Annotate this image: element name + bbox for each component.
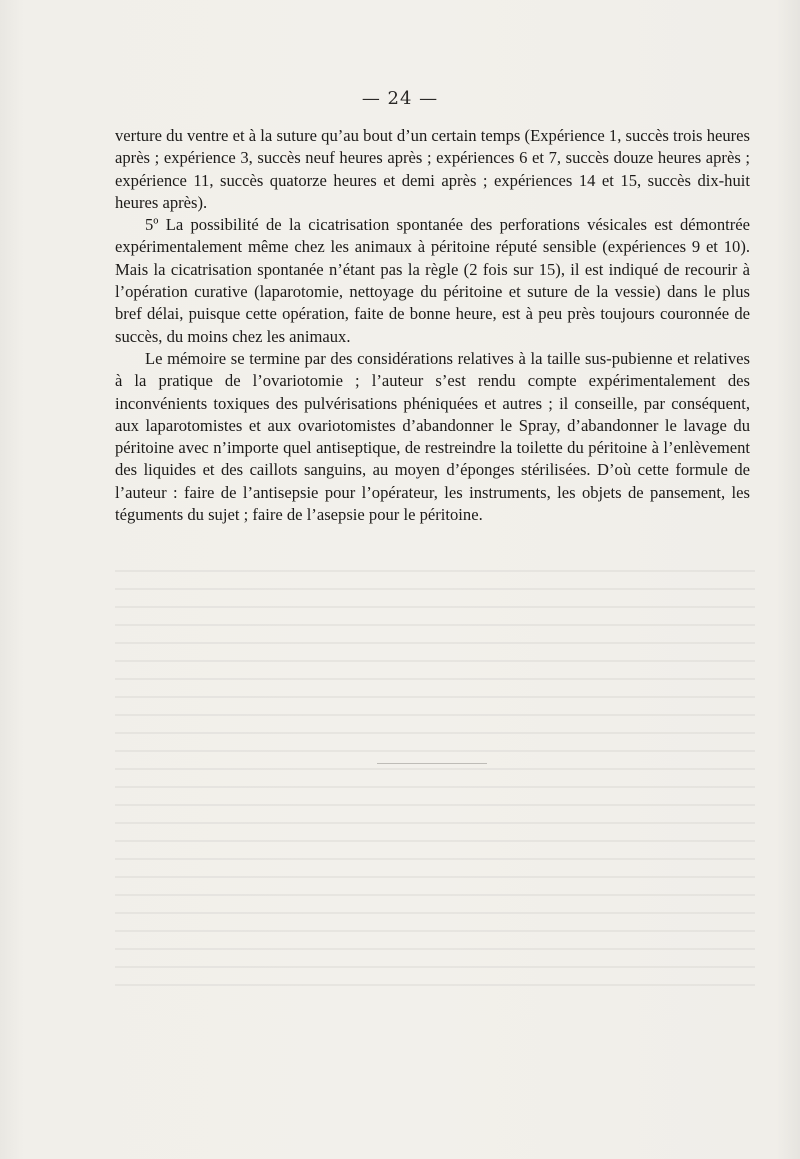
page-number: — 24 — bbox=[361, 88, 439, 109]
paragraph: verture du ventre et à la suture qu’au bout d’un certain temps (Expérience 1, succès trois heures après ; expérience 3, succès neuf heures après ; expériences 6 et 7, succès douze heures après ; expérience 11, succès quatorze heures et demi après ; expériences 14 et 15, succès dix-huit heures après). bbox=[115, 126, 750, 212]
paragraph: Le mémoire se termine par des considérations relatives à la taille sus-pubienne et relatives à la pratique de l’ovariotomie ; l’auteur s’est rendu compte expérimentalement des inconvénients toxiques des pulvérisations phéniquées et autres ; il conseille, par conséquent, aux laparotomistes et aux ovariotomistes d’abandonner le Spray, d’abandonner le lavage du péritoine avec n’importe quel antiseptique, de restreindre la toilette du péritoine à l’enlèvement des liquides et des caillots sanguins, au moyen d’éponges stérilisées. D’où cette formule de l’auteur : faire de l’antisepsie pour l’opérateur, les instruments, les objets de pansement, les téguments du sujet ; faire de l’asepsie pour le péritoine. bbox=[115, 348, 750, 525]
section-divider bbox=[377, 763, 487, 764]
body-text bbox=[115, 125, 750, 526]
bleed-through-text bbox=[115, 570, 755, 1070]
paragraph: 5º La possibilité de la cicatrisation spontanée des perforations vésicales est démontrée expérimentalement même chez les animaux à péritoine réputé sensible (expériences 9 et 10). Mais la cicatrisation spontanée n’étant pas la règle (2 fois sur 15), il est indiqué de recourir à l’opération curative (laparotomie, nettoyage du péritoine et suture de la vessie) dans le plus bref délai, puisque cette opération, faite de bonne heure, est à peu près toujours couronnée de succès, du moins chez les animaux. bbox=[115, 215, 750, 346]
